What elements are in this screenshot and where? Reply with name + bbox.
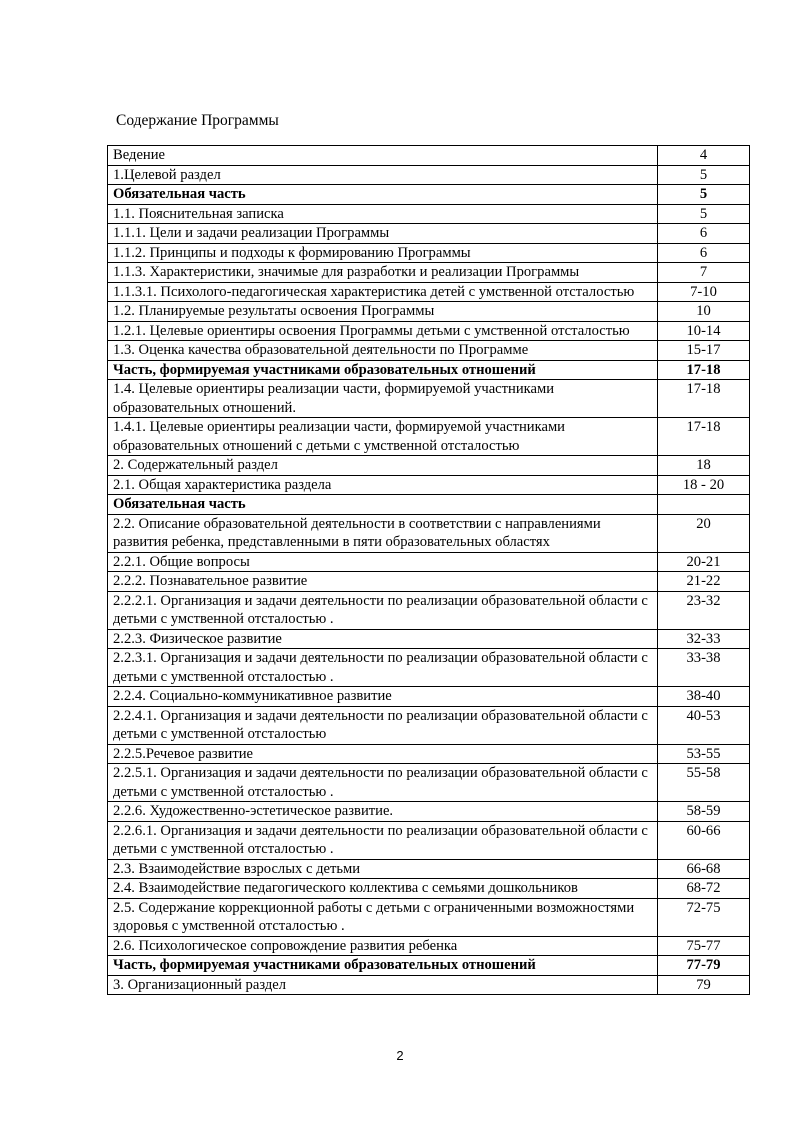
document-title: Содержание Программы: [116, 112, 279, 129]
toc-entry-title: 2. Содержательный раздел: [108, 456, 658, 476]
toc-row: [108, 360, 750, 380]
toc-entry-title: 2.2.5.Речевое развитие: [108, 744, 658, 764]
toc-entry-title: 1.1.3. Характеристики, значимые для разработки и реализации Программы: [108, 263, 658, 283]
toc-entry-title: 2.2.3. Физическое развитие: [108, 629, 658, 649]
toc-row: [108, 302, 750, 322]
toc-row: [108, 514, 750, 552]
toc-entry-page: 4: [658, 146, 750, 166]
toc-row: [108, 456, 750, 476]
toc-entry-page: 38-40: [658, 687, 750, 707]
toc-entry-page: 10: [658, 302, 750, 322]
toc-entry-page: 10-14: [658, 321, 750, 341]
toc-entry-title: 1.1.2. Принципы и подходы к формированию Программы: [108, 243, 658, 263]
toc-entry-title: Часть, формируемая участниками образовательных отношений: [108, 956, 658, 976]
toc-entry-page: 17-18: [658, 418, 750, 456]
toc-row: [108, 263, 750, 283]
toc-entry-page: 5: [658, 204, 750, 224]
toc-entry-title: 3. Организационный раздел: [108, 975, 658, 995]
toc-entry-title: 2.2.1. Общие вопросы: [108, 552, 658, 572]
toc-row: [108, 649, 750, 687]
toc-entry-page: 72-75: [658, 898, 750, 936]
page-number: 2: [396, 1048, 404, 1063]
toc-entry-title: 2.4. Взаимодействие педагогического коллектива с семьями дошкольников: [108, 879, 658, 899]
toc-row: [108, 243, 750, 263]
toc-entry-page: 33-38: [658, 649, 750, 687]
toc-entry-page: 6: [658, 224, 750, 244]
toc-entry-title: 1.4. Целевые ориентиры реализации части, формируемой участниками образовательных отношений.: [108, 380, 658, 418]
toc-entry-title: 2.2. Описание образовательной деятельности в соответствии с направлениями развития ребенка, представленными в пяти образовательных областях: [108, 514, 658, 552]
toc-entry-title: 1.Целевой раздел: [108, 165, 658, 185]
toc-entry-title: 2.2.6. Художественно-эстетическое развитие.: [108, 802, 658, 822]
table-of-contents: [107, 145, 750, 995]
toc-row: [108, 764, 750, 802]
toc-entry-page: 6: [658, 243, 750, 263]
toc-entry-title: 2.2.5.1. Организация и задачи деятельности по реализации образовательной области с детьми с умственной отсталостью .: [108, 764, 658, 802]
toc-row: [108, 224, 750, 244]
toc-row: [108, 879, 750, 899]
toc-row: [108, 475, 750, 495]
toc-row: [108, 380, 750, 418]
toc-entry-page: 58-59: [658, 802, 750, 822]
toc-entry-title: 1.1.3.1. Психолого-педагогическая характеристика детей с умственной отсталостью: [108, 282, 658, 302]
toc-entry-page: 75-77: [658, 936, 750, 956]
toc-entry-page: 18: [658, 456, 750, 476]
toc-row: [108, 802, 750, 822]
toc-entry-title: 2.3. Взаимодействие взрослых с детьми: [108, 859, 658, 879]
toc-entry-title: 2.2.6.1. Организация и задачи деятельности по реализации образовательной области с детьми с умственной отсталостью .: [108, 821, 658, 859]
toc-entry-page: 60-66: [658, 821, 750, 859]
toc-entry-title: Обязательная часть: [108, 495, 658, 515]
toc-entry-title: 2.2.3.1. Организация и задачи деятельности по реализации образовательной области с детьми с умственной отсталостью .: [108, 649, 658, 687]
toc-entry-page: 5: [658, 165, 750, 185]
toc-entry-title: 2.2.4. Социально-коммуникативное развитие: [108, 687, 658, 707]
toc-row: [108, 859, 750, 879]
toc-body: [108, 146, 750, 995]
toc-entry-title: 1.4.1. Целевые ориентиры реализации части, формируемой участниками образовательных отношений с детьми с умственной отсталостью: [108, 418, 658, 456]
toc-row: [108, 341, 750, 361]
toc-entry-page: 5: [658, 185, 750, 205]
toc-entry-title: 2.5. Содержание коррекционной работы с детьми с ограниченными возможностями здоровья с умственной отсталостью .: [108, 898, 658, 936]
toc-entry-page: 15-17: [658, 341, 750, 361]
toc-row: [108, 975, 750, 995]
toc-entry-page: 23-32: [658, 591, 750, 629]
toc-row: [108, 629, 750, 649]
toc-entry-page: 18 - 20: [658, 475, 750, 495]
toc-row: [108, 165, 750, 185]
toc-entry-title: Обязательная часть: [108, 185, 658, 205]
toc-entry-title: 1.1. Пояснительная записка: [108, 204, 658, 224]
toc-row: [108, 936, 750, 956]
toc-entry-page: 17-18: [658, 360, 750, 380]
toc-row: [108, 572, 750, 592]
toc-entry-title: 2.6. Психологическое сопровождение развития ребенка: [108, 936, 658, 956]
toc-entry-page: 20-21: [658, 552, 750, 572]
toc-row: [108, 552, 750, 572]
toc-row: [108, 495, 750, 515]
toc-entry-page: 32-33: [658, 629, 750, 649]
toc-entry-title: 1.1.1. Цели и задачи реализации Программы: [108, 224, 658, 244]
toc-row: [108, 185, 750, 205]
toc-entry-page: 79: [658, 975, 750, 995]
toc-row: [108, 282, 750, 302]
toc-entry-title: Часть, формируемая участниками образовательных отношений: [108, 360, 658, 380]
toc-entry-title: 1.2. Планируемые результаты освоения Программы: [108, 302, 658, 322]
toc-row: [108, 321, 750, 341]
toc-row: [108, 706, 750, 744]
toc-row: [108, 821, 750, 859]
toc-entry-title: 2.1. Общая характеристика раздела: [108, 475, 658, 495]
toc-entry-page: 53-55: [658, 744, 750, 764]
toc-entry-page: 7: [658, 263, 750, 283]
toc-entry-title: Ведение: [108, 146, 658, 166]
toc-entry-title: 1.3. Оценка качества образовательной деятельности по Программе: [108, 341, 658, 361]
toc-row: [108, 956, 750, 976]
toc-row: [108, 146, 750, 166]
toc-entry-page: 7-10: [658, 282, 750, 302]
toc-entry-title: 1.2.1. Целевые ориентиры освоения Программы детьми с умственной отсталостью: [108, 321, 658, 341]
toc-entry-title: 2.2.4.1. Организация и задачи деятельности по реализации образовательной области с детьми с умственной отсталостью: [108, 706, 658, 744]
toc-entry-page: 40-53: [658, 706, 750, 744]
toc-row: [108, 687, 750, 707]
toc-entry-page: 55-58: [658, 764, 750, 802]
toc-entry-page: 17-18: [658, 380, 750, 418]
toc-entry-page: 21-22: [658, 572, 750, 592]
toc-entry-title: 2.2.2.1. Организация и задачи деятельности по реализации образовательной области с детьми с умственной отсталостью .: [108, 591, 658, 629]
toc-entry-page: 68-72: [658, 879, 750, 899]
toc-row: [108, 898, 750, 936]
toc-entry-title: 2.2.2. Познавательное развитие: [108, 572, 658, 592]
toc-entry-page: 77-79: [658, 956, 750, 976]
toc-entry-page: [658, 495, 750, 515]
toc-row: [108, 204, 750, 224]
toc-row: [108, 418, 750, 456]
toc-row: [108, 744, 750, 764]
toc-row: [108, 591, 750, 629]
toc-entry-page: 66-68: [658, 859, 750, 879]
toc-entry-page: 20: [658, 514, 750, 552]
